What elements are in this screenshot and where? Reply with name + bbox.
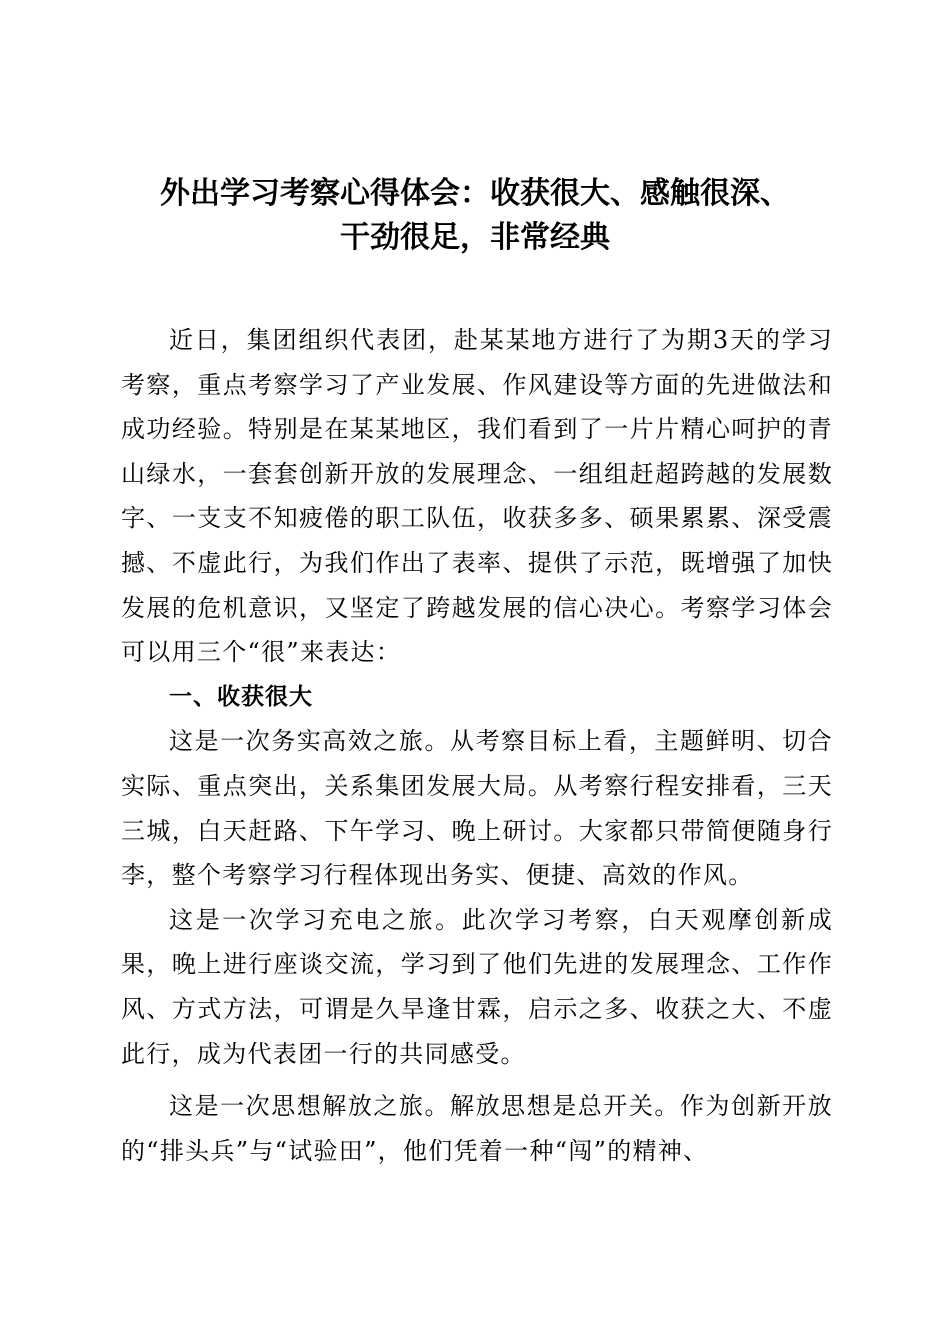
paragraph-1: 这是一次务实高效之旅。从考察目标上看，主题鲜明、切合实际、重点突出，关系集团发展大局。从考察行程安排看，三天三城，白天赶路、下午学习、晚上研讨。大家都只带简便随身行李，整个考察学习行程体现出务实、便捷、高效的作风。 — [121, 727, 833, 890]
document-title — [110, 172, 840, 260]
document-body — [121, 318, 833, 1173]
paragraph-2: 这是一次学习充电之旅。此次学习考察，白天观摩创新成果，晚上进行座谈交流，学习到了他们先进的发展理念、工作作风、方式方法，可谓是久旱逢甘霖，启示之多、收获之大、不虚此行，成为代表团一行的共同感受。 — [121, 905, 833, 1068]
paragraph-gap — [121, 1076, 833, 1084]
section-heading-1: 一、收获很大 — [169, 683, 313, 710]
title-line-2: 干劲很足，非常经典 — [340, 220, 610, 255]
title-line-1: 外出学习考察心得体会：收获很大、感触很深、 — [160, 176, 790, 211]
intro-paragraph: 近日，集团组织代表团，赴某某地方进行了为期3天的学习考察，重点考察学习了产业发展、作风建设等方面的先进做法和成功经验。特别是在某某地区，我们看到了一片片精心呵护的青山绿水，一套套创新开放的发展理念、一组组赶超跨越的发展数字、一支支不知疲倦的职工队伍，收获多多、硕果累累、深受震撼、不虚此行，为我们作出了表率、提供了示范，既增强了加快发展的危机意识，又坚定了跨越发展的信心决心。考察学习体会可以用三个“很”来表达： — [121, 326, 833, 667]
paragraph-3: 这是一次思想解放之旅。解放思想是总开关。作为创新开放的“排头兵”与“试验田”，他们凭着一种“闯”的精神、 — [121, 1092, 833, 1165]
